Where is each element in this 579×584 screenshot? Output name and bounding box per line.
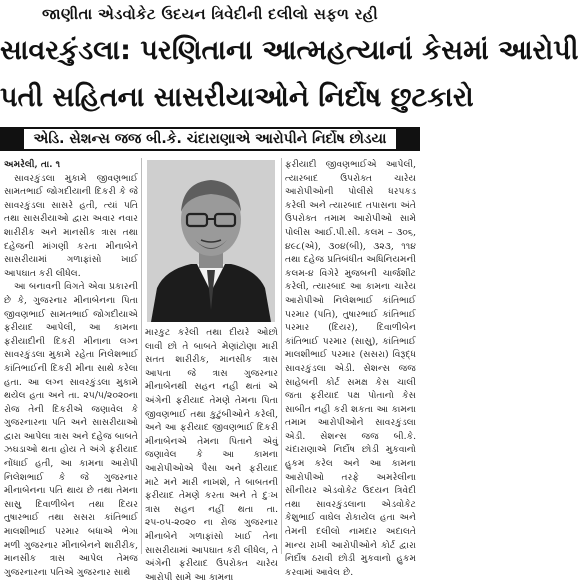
kicker-line: જાણીતા એડવોકેટ ઉદયન ત્રિવેદીની દલીલો સફળ રહી (0, 0, 420, 28)
portrait-illustration (147, 160, 275, 322)
headline-line-2: પતી સહિતના સાસરીયાઓને નિર્દોષ છુટકારો (0, 76, 420, 120)
advocate-photo (147, 160, 275, 322)
article-column-middle (145, 326, 278, 583)
dateline: અમરેલી, તા. ૧ (4, 159, 61, 170)
subheadline: એડિ. સેશન્સ જજ બી.કે. ચંદારાણાએ આરોપીને નિર્દોષ છોડયા (24, 129, 397, 149)
column-divider (281, 158, 282, 554)
subheadline-bar (0, 127, 420, 151)
article-column-left (4, 158, 138, 578)
article-paragraph: ફરીયાદી જીવણભાઈએ આપેલી, ત્યારબાદ ઉપરોક્ત ચારેય આરોપીઓની પોલીસે ધરપકડ કરેલી અને ત્યારબાદ તપાસના અંતે ઉપરોક્ત તમામ આરોપીઓ સામે પોલીસ આઈ.પી.સી. કલમ – ૩૦૬, ૪૯૮(એ), ૩૦૪(બી), ૩૨૩, ૧૧૪ તથા દહેજ પ્રતિબંધીત અધિનિયમની કલમ-૪ વિગેરે મુજબની ચાર્જશીટ કરેલી, ત્યારબાદ આ કામના ચારેય આરોપીઓ નિલેશભાઈ કાંતિભાઈ પરમાર (પતિ), તુષારભાઈ કાંતિભાઈ પરમાર (દિયર), દિવાળીબેન કાંતિભાઈ પરમાર (સાસુ), કાંતિભાઈ માલશીભાઈ પરમાર (સસરા) વિરૂદ્ધ સાવરકુંડલા એડી. સેશન્સ જજ સાહેબની કોર્ટ સમક્ષ કેસ ચાલી જતા ફરીયાદ પક્ષ પોતાનો કેસ સાબીત નહી કરી શકતા આ કામના તમામ આરોપીઓને સાવરકુંડલા એડી. સેશન્સ જજ બી.કે. ચંદારાણાએ નિર્દોષ છોડી મુકવાનો હુકમ કરેલ અને આ કામના આરોપીઓ તરફે અમરેલીના સીનીયર એડવોકેટ ઉદયન ત્રિવેદી તથા સાવરકુંડલાના એડવોકેટ કેશુભાઈ વાઘેલ રોકાયેલ હતા અને તેમની દલીલો નામદાર અદાલતે માન્ય રાખી આરોપીઓને કોર્ટ દ્વારા નિર્દોષ ઠરાવી છોડી મુકવાનો હુકમ કરવામાં આવેલ છે. (285, 159, 416, 578)
column-divider (141, 158, 142, 554)
article-column-right (285, 158, 416, 578)
article-paragraph: મારકુટ કરેલી તથા દીયરે ઓછો લાવી છો તે બાબતે મેણાંટોણા મારી સતત શારીરીક, માનસીક ત્રાસ આપતા જે ત્રાસ ગુજરનાર મીનાબેનથી સહન નહી થતાં એ અંગેની ફરીયાદ તેમણે તેમના પિતા જીવણભાઈ તથા કુટુંબીઓને કરેલી, અને આ ફરીયાદ જીવણભાઈ દિકરી મીનાબેનએ તેમના પિતાને એવું જણાવેલ કે આ કામના આરોપીઓએ પૈસા અને ફરીયાદ માટે મને મારી નાખશે, તે બાબતની ફરીયાદ તેમણે કરતા અને તે દુઃખ ત્રાસ સહન નહીં થતા તા. ૨૫-૦૫-૨૦૨૦ ના રોજ ગુજરનાર મીનાબેને ગળાફાંસો ખાઈ તેના સાસરીયામાં આપઘાત કરી લીધેલ, તે અંગેની ફરીયાદ ઉપરોક્ત ચારેય આરોપી સામે આ કામના (145, 327, 278, 583)
article-paragraph: આ બનાવની વિગતે એવા પ્રકારની છે કે, ગુજરનાર મીનાબેનના પિતા જીવણભાઈ સામતભાઈ જોગદીયાએ ફરીયાદ આપેલી, આ કામના ફરીયાદીની દિકરી મીનાના લગ્ન સાવરકુંડલા મુકામે રહેતા નિલેશભાઈ કાંતિભાઈની દિકરી મીના સાથે કરેલા હતા. આ લગ્ન સાવરકુંડલા મુકામે થયેલ હતા અને તા. ૨૫/૫/૨૦૨૦ના રોજ તેની દિકરીએ જણાવેલ કે ગુજરનારના પતિ અને સાસરીયાઓ દ્વારા આપેલા ત્રાસ અને દહેજ બાબતે ઝઘડાઓ થતા હોય તે અંગે ફરીયાદ નોંધાઈ હતી, આ કામના આરોપી નિલેશભાઈ કે જે ગુજરનાર મીનાબેનના પતિ થાય છે તથા તેમના સાસુ દિવાળીબેન તથા દિયર તુષારભાઈ તથા સસરા કાંતિભાઈ માલશીભાઈ પરમાર બધાએ ભેગા મળી ગુજરનાર મીનાબેનને શારીરીક, માનસીક ત્રાસ આપેલ તેમજ ગુજરનારના પતિએ ગુજરનાર સાથે (4, 281, 138, 578)
headline-line-1: સાવરકુંડલા: પરણિતાના આત્મહત્યાનાં કેસમાં આરોપી (0, 30, 420, 72)
article-paragraph: સાવરકુંડલા મુકામે જીવણભાઈ સામતભાઈ જોગદીયાની દિકરી કે જે સાવરકુંડલા સાસરે હતી, ત્યાં પતિ તથા સાસરીયાઓ દ્વારા અવાર નવાર શારીરીક અને માનસીક ત્રાસ તથા દહેજની માંગણી કરતા મીનાબેને સાસરીયામાં ગળાફાંસો ખાઈ આપઘાત કરી લીધેલ. (4, 172, 138, 279)
